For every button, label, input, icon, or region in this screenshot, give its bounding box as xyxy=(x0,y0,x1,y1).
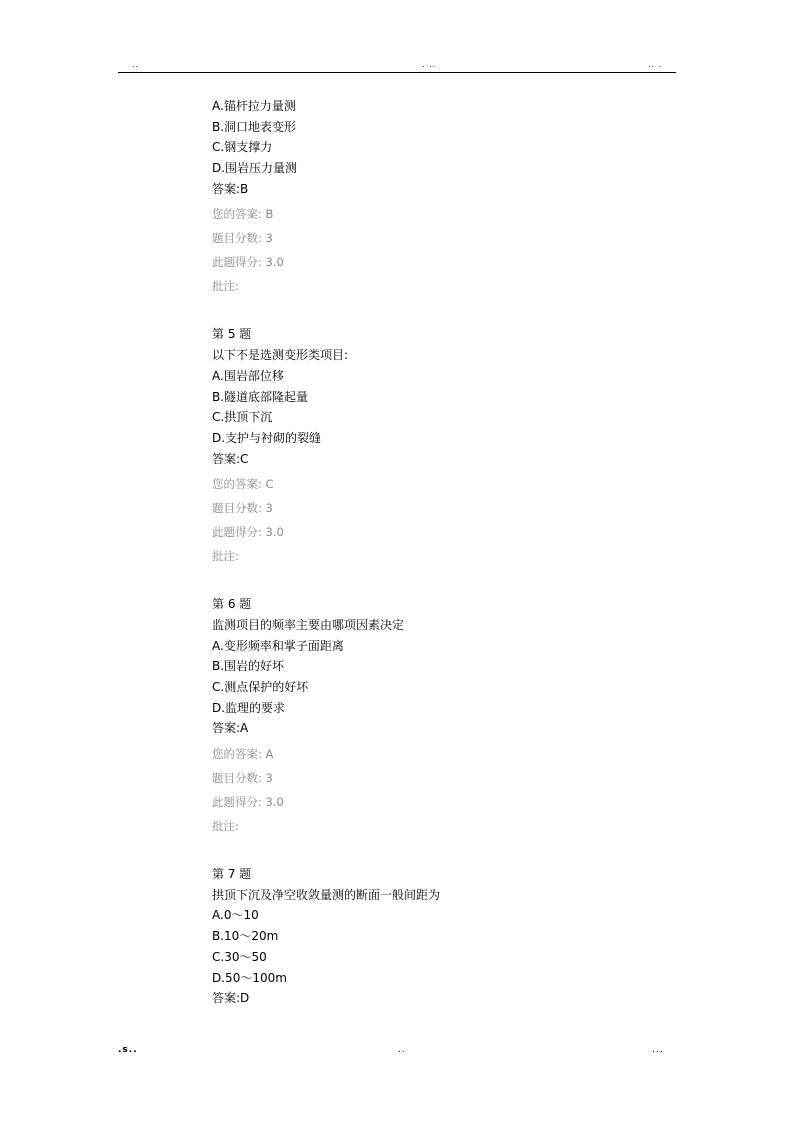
your-answer: 您的答案: A xyxy=(212,747,274,762)
question-block-4-tail xyxy=(212,96,682,298)
option-a: A.围岩部位移 xyxy=(212,368,284,383)
question-stem: 拱顶下沉及净空收敛量测的断面一般间距为 xyxy=(212,887,441,902)
option-c: C.30～50 xyxy=(212,949,267,964)
option-a: A.0～10 xyxy=(212,908,259,923)
question-stem: 以下不是选测变形类项目: xyxy=(212,348,349,363)
option-c: C.拱顶下沉 xyxy=(212,410,273,425)
option-d: D.支护与衬砌的裂缝 xyxy=(212,430,322,445)
option-b: B.隧道底部隆起量 xyxy=(212,389,309,404)
correct-answer: 答案:D xyxy=(212,991,250,1006)
page-content xyxy=(212,96,682,1009)
question-score: 题目分数: 3 xyxy=(212,231,273,246)
header-center: . .. xyxy=(422,60,437,69)
page-header xyxy=(118,58,676,73)
option-a: A.变形频率和掌子面距离 xyxy=(212,638,344,653)
option-a: A.锚杆拉力量测 xyxy=(212,99,296,113)
comment: 批注: xyxy=(212,279,239,294)
your-answer: 您的答案: C xyxy=(212,477,274,492)
correct-answer: 答案:A xyxy=(212,721,249,736)
option-c: C.钢支撑力 xyxy=(212,140,273,155)
footer-left: .s.. xyxy=(118,1045,138,1055)
comment: 批注: xyxy=(212,819,239,834)
question-title: 第 6 题 xyxy=(212,597,252,612)
comment: 批注: xyxy=(212,549,239,564)
option-d: D.50～100m xyxy=(212,970,287,985)
your-answer: 您的答案: B xyxy=(212,207,274,222)
correct-answer: 答案:C xyxy=(212,451,249,466)
question-title: 第 5 题 xyxy=(212,327,252,342)
correct-answer: 答案:B xyxy=(212,181,249,196)
option-b: B.洞口地表变形 xyxy=(212,119,297,134)
option-b: B.围岩的好坏 xyxy=(212,659,285,674)
header-left: .. xyxy=(132,60,140,69)
question-7 xyxy=(212,864,682,1009)
earned-score: 此题得分: 3.0 xyxy=(212,525,284,540)
option-d: D.监理的要求 xyxy=(212,700,286,715)
option-c: C.测点保护的好坏 xyxy=(212,680,309,694)
option-d: D.围岩压力量测 xyxy=(212,161,298,176)
option-b: B.10～20m xyxy=(212,929,279,944)
question-title: 第 7 题 xyxy=(212,867,252,882)
question-stem: 监测项目的频率主要由哪项因素决定 xyxy=(212,617,405,632)
question-score: 题目分数: 3 xyxy=(212,501,273,516)
footer-right: ... xyxy=(652,1045,664,1055)
question-score: 题目分数: 3 xyxy=(212,771,273,786)
footer-center: .. xyxy=(398,1045,406,1055)
question-5 xyxy=(212,324,682,568)
header-right: .. . xyxy=(648,60,663,69)
page-footer xyxy=(118,1043,676,1057)
earned-score: 此题得分: 3.0 xyxy=(212,255,284,270)
earned-score: 此题得分: 3.0 xyxy=(212,795,284,810)
question-6 xyxy=(212,594,682,838)
